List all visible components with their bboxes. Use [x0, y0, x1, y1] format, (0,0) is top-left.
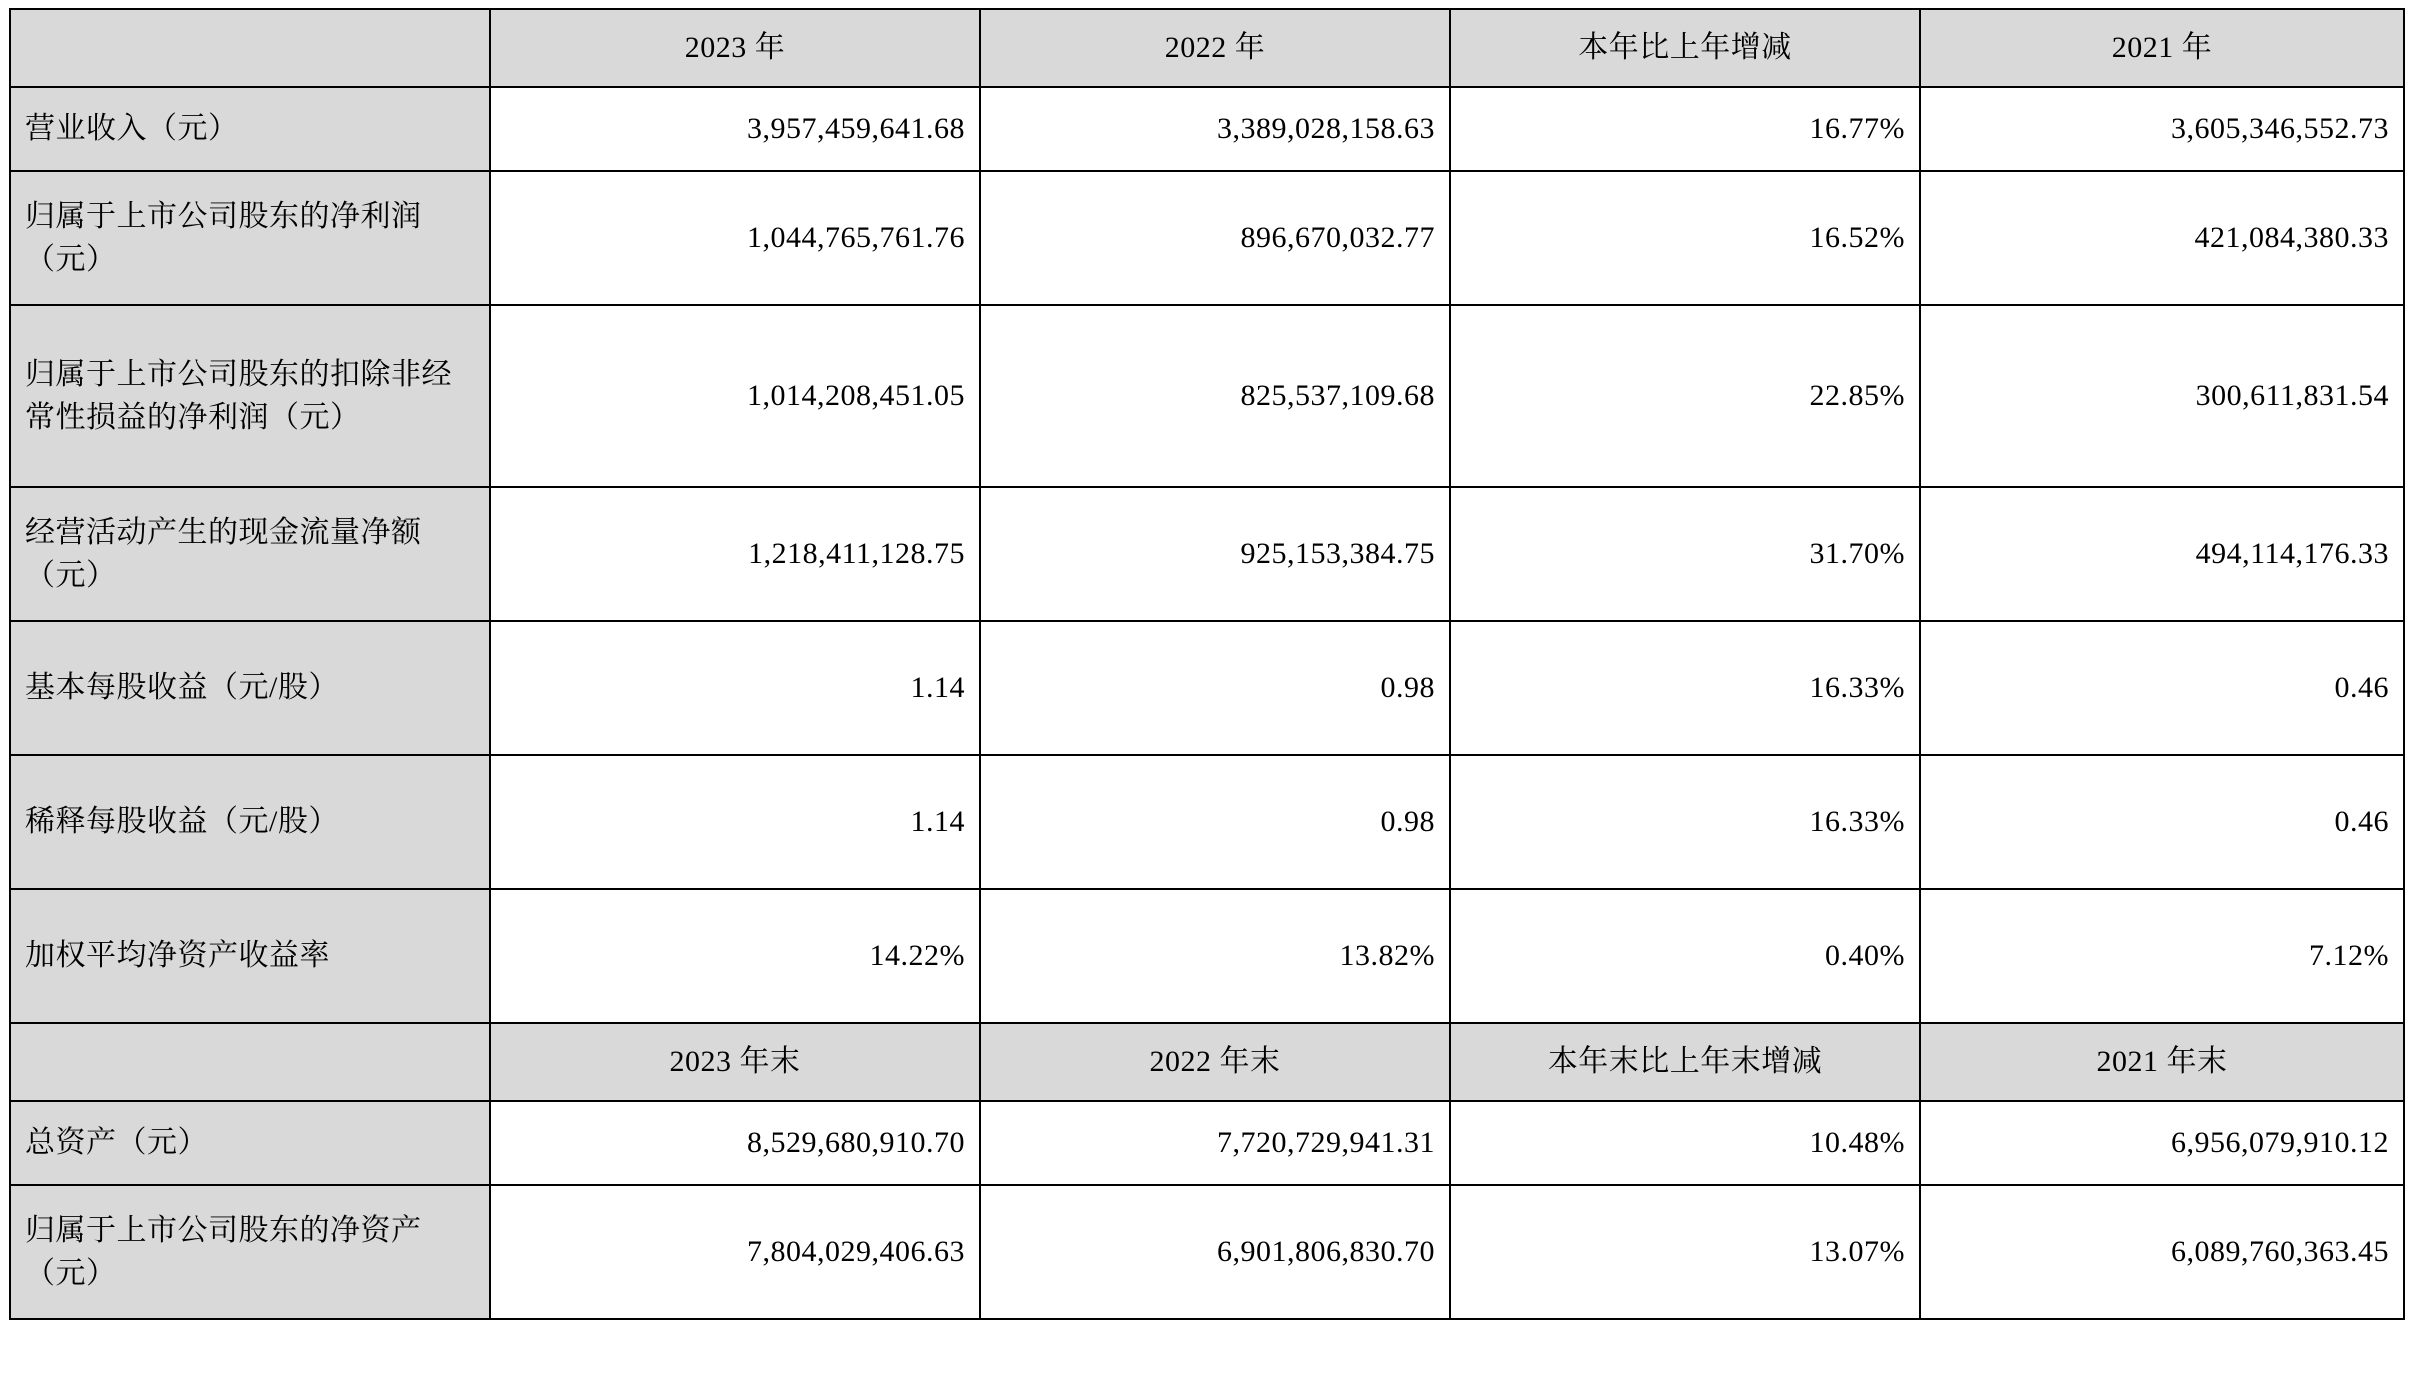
row-label-basic-eps: 基本每股收益（元/股） — [10, 621, 490, 755]
cell-diluted-eps-2023: 1.14 — [490, 755, 980, 889]
cell-deducted-net-profit-2023: 1,014,208,451.05 — [490, 305, 980, 487]
header-col-2023-end: 2023 年末 — [490, 1023, 980, 1101]
table-row — [10, 1185, 2404, 1319]
table-header-row-annual — [10, 9, 2404, 87]
cell-basic-eps-2021: 0.46 — [1920, 621, 2404, 755]
row-label-weighted-roe: 加权平均净资产收益率 — [10, 889, 490, 1023]
cell-operating-cash-flow-change: 31.70% — [1450, 487, 1920, 621]
row-label-diluted-eps: 稀释每股收益（元/股） — [10, 755, 490, 889]
header-col-2022-end: 2022 年末 — [980, 1023, 1450, 1101]
header-col-change: 本年比上年增减 — [1450, 9, 1920, 87]
cell-diluted-eps-change: 16.33% — [1450, 755, 1920, 889]
cell-deducted-net-profit-change: 22.85% — [1450, 305, 1920, 487]
cell-operating-cash-flow-2021: 494,114,176.33 — [1920, 487, 2404, 621]
cell-basic-eps-2022: 0.98 — [980, 621, 1450, 755]
header-col-change-end: 本年末比上年末增减 — [1450, 1023, 1920, 1101]
cell-operating-cash-flow-2022: 925,153,384.75 — [980, 487, 1450, 621]
document-page — [0, 8, 2411, 1383]
financial-summary-table — [9, 8, 2405, 1320]
cell-net-assets-2021: 6,089,760,363.45 — [1920, 1185, 2404, 1319]
row-label-net-profit: 归属于上市公司股东的净利润（元） — [10, 171, 490, 305]
cell-weighted-roe-2023: 14.22% — [490, 889, 980, 1023]
cell-revenue-2022: 3,389,028,158.63 — [980, 87, 1450, 171]
table-row — [10, 621, 2404, 755]
header-blank-cell-2 — [10, 1023, 490, 1101]
row-label-net-assets: 归属于上市公司股东的净资产（元） — [10, 1185, 490, 1319]
cell-total-assets-2022: 7,720,729,941.31 — [980, 1101, 1450, 1185]
cell-deducted-net-profit-2022: 825,537,109.68 — [980, 305, 1450, 487]
cell-total-assets-2023: 8,529,680,910.70 — [490, 1101, 980, 1185]
row-label-revenue: 营业收入（元） — [10, 87, 490, 171]
row-label-operating-cash-flow: 经营活动产生的现金流量净额（元） — [10, 487, 490, 621]
table-row — [10, 889, 2404, 1023]
cell-basic-eps-2023: 1.14 — [490, 621, 980, 755]
cell-net-profit-change: 16.52% — [1450, 171, 1920, 305]
cell-net-profit-2022: 896,670,032.77 — [980, 171, 1450, 305]
row-label-total-assets: 总资产（元） — [10, 1101, 490, 1185]
cell-revenue-2023: 3,957,459,641.68 — [490, 87, 980, 171]
cell-total-assets-change: 10.48% — [1450, 1101, 1920, 1185]
cell-weighted-roe-2022: 13.82% — [980, 889, 1450, 1023]
table-row — [10, 305, 2404, 487]
cell-net-profit-2021: 421,084,380.33 — [1920, 171, 2404, 305]
cell-net-profit-2023: 1,044,765,761.76 — [490, 171, 980, 305]
table-row — [10, 171, 2404, 305]
cell-weighted-roe-2021: 7.12% — [1920, 889, 2404, 1023]
cell-revenue-2021: 3,605,346,552.73 — [1920, 87, 2404, 171]
header-col-2021-end: 2021 年末 — [1920, 1023, 2404, 1101]
table-row — [10, 87, 2404, 171]
header-col-2021: 2021 年 — [1920, 9, 2404, 87]
cell-deducted-net-profit-2021: 300,611,831.54 — [1920, 305, 2404, 487]
cell-diluted-eps-2021: 0.46 — [1920, 755, 2404, 889]
table-row — [10, 755, 2404, 889]
cell-operating-cash-flow-2023: 1,218,411,128.75 — [490, 487, 980, 621]
cell-revenue-change: 16.77% — [1450, 87, 1920, 171]
cell-net-assets-2023: 7,804,029,406.63 — [490, 1185, 980, 1319]
table-row — [10, 487, 2404, 621]
cell-weighted-roe-change: 0.40% — [1450, 889, 1920, 1023]
table-header-row-balance — [10, 1023, 2404, 1101]
header-blank-cell — [10, 9, 490, 87]
cell-total-assets-2021: 6,956,079,910.12 — [1920, 1101, 2404, 1185]
header-col-2023: 2023 年 — [490, 9, 980, 87]
cell-net-assets-change: 13.07% — [1450, 1185, 1920, 1319]
cell-diluted-eps-2022: 0.98 — [980, 755, 1450, 889]
table-row — [10, 1101, 2404, 1185]
header-col-2022: 2022 年 — [980, 9, 1450, 87]
row-label-deducted-net-profit: 归属于上市公司股东的扣除非经常性损益的净利润（元） — [10, 305, 490, 487]
cell-basic-eps-change: 16.33% — [1450, 621, 1920, 755]
cell-net-assets-2022: 6,901,806,830.70 — [980, 1185, 1450, 1319]
